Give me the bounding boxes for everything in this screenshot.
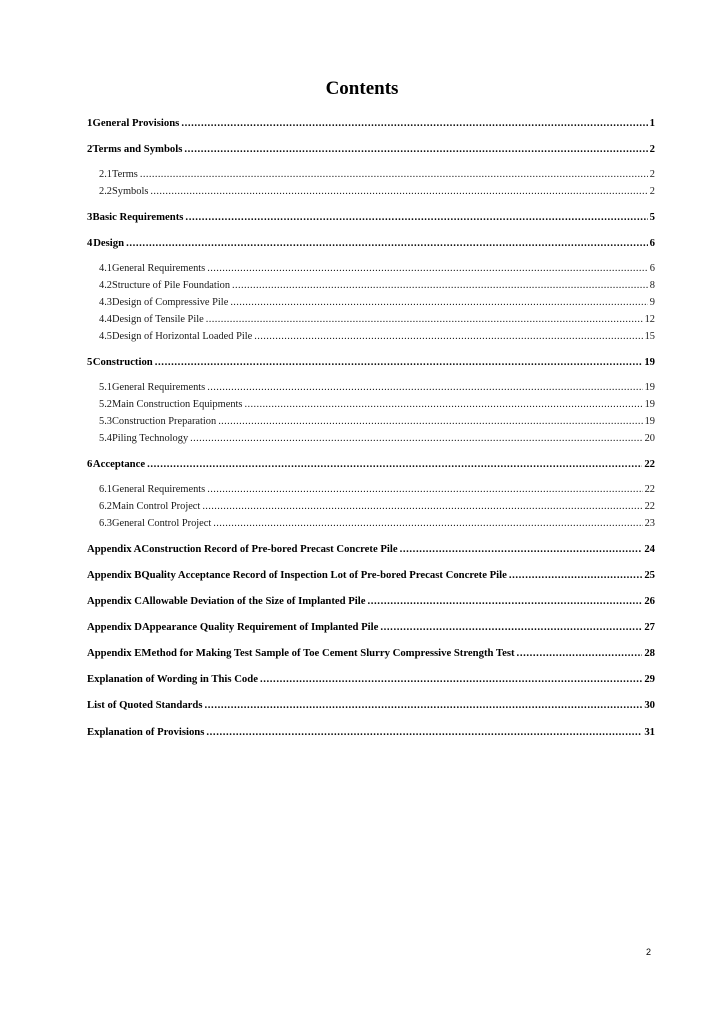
toc-entry-page: 29 xyxy=(644,673,655,685)
toc-entry-page: 2 xyxy=(649,143,655,155)
toc-entry-number: 6 xyxy=(87,458,93,470)
toc-section-entry[interactable] xyxy=(99,169,655,185)
toc-entry-page: 30 xyxy=(644,699,655,711)
toc-entry-number: 2 xyxy=(87,143,93,155)
toc-dot-leader xyxy=(207,484,642,495)
toc-dot-leader xyxy=(207,382,642,393)
toc-entry-page: 24 xyxy=(644,543,655,555)
toc-section-entry[interactable] xyxy=(99,382,655,398)
toc-entry-page: 15 xyxy=(644,331,655,342)
toc-chapter-entry[interactable] xyxy=(87,356,655,372)
toc-entry-number: 3 xyxy=(87,211,93,223)
toc-entry-title: Construction Preparation xyxy=(112,416,217,427)
toc-section-entry[interactable] xyxy=(99,501,655,517)
toc-chapter-entry[interactable] xyxy=(87,647,655,663)
toc-section-entry[interactable] xyxy=(99,263,655,279)
toc-entry-number: 5.4 xyxy=(99,433,112,444)
toc-entry-number: Appendix A xyxy=(87,543,142,555)
toc-dot-leader xyxy=(184,143,647,155)
toc-entry-number: Appendix E xyxy=(87,647,142,659)
toc-dot-leader xyxy=(150,186,647,197)
toc-entry-page: 22 xyxy=(644,484,655,495)
toc-entry-number: 4 xyxy=(87,237,93,249)
toc-entry-page: 8 xyxy=(649,280,655,291)
toc-section-entry[interactable] xyxy=(99,416,655,432)
toc-section-entry[interactable] xyxy=(99,484,655,500)
toc-entry-title: Construction Record of Pre-bored Precast Concrete Pile xyxy=(141,543,398,555)
toc-dot-leader xyxy=(380,621,642,633)
toc-dot-leader xyxy=(244,399,642,410)
toc-entry-title: General Provisions xyxy=(92,117,180,129)
toc-dot-leader xyxy=(400,543,643,555)
toc-chapter-entry[interactable] xyxy=(87,211,655,227)
toc-entry-page: 6 xyxy=(649,263,655,274)
toc-entry-page: 19 xyxy=(644,356,655,368)
toc-entry-page: 6 xyxy=(649,237,655,249)
toc-entry-number: 5.3 xyxy=(99,416,112,427)
toc-chapter-entry[interactable] xyxy=(87,569,655,585)
toc-dot-leader xyxy=(509,569,642,581)
toc-entry-title: Structure of Pile Foundation xyxy=(112,280,231,291)
toc-dot-leader xyxy=(181,117,647,129)
toc-dot-leader xyxy=(202,501,642,512)
toc-dot-leader xyxy=(207,263,648,274)
toc-entry-title: Terms xyxy=(112,169,138,180)
toc-section-entry[interactable] xyxy=(99,186,655,202)
toc-chapter-entry[interactable] xyxy=(87,673,655,689)
toc-entry-title: Main Control Project xyxy=(112,501,201,512)
toc-dot-leader xyxy=(254,331,642,342)
toc-entry-title: Design of Horizontal Loaded Pile xyxy=(112,331,253,342)
toc-entry-number: 5 xyxy=(87,356,93,368)
toc-entry-title: Terms and Symbols xyxy=(92,143,183,155)
toc-dot-leader xyxy=(260,673,642,685)
toc-entry-page: 28 xyxy=(644,647,655,659)
toc-entry-title: Basic Requirements xyxy=(92,211,184,223)
toc-chapter-entry[interactable] xyxy=(87,143,655,159)
toc-entry-number: 5.2 xyxy=(99,399,112,410)
toc-entry-number: Appendix B xyxy=(87,569,142,581)
toc-chapter-entry[interactable] xyxy=(87,237,655,253)
toc-entry-page: 2 xyxy=(649,169,655,180)
toc-entry-title: General Control Project xyxy=(112,518,212,529)
toc-entry-number: 4.2 xyxy=(99,280,112,291)
toc-entry-title: Allowable Deviation of the Size of Implanted Pile xyxy=(141,595,366,607)
toc-entry-title: Design of Tensile Pile xyxy=(112,314,204,325)
toc-entry-page: 31 xyxy=(644,726,655,738)
toc-dot-leader xyxy=(190,433,642,444)
toc-dot-leader xyxy=(147,458,642,470)
toc-entry-page: 19 xyxy=(644,416,655,427)
toc-entry-page: 27 xyxy=(644,621,655,633)
toc-chapter-entry[interactable] xyxy=(87,458,655,474)
toc-chapter-entry[interactable] xyxy=(87,726,655,742)
page-title: Contents xyxy=(325,78,399,99)
toc-dot-leader xyxy=(205,699,643,711)
toc-entry-title: Explanation of Wording in This Code xyxy=(87,673,258,685)
toc-entry-number: 2.1 xyxy=(99,169,112,180)
toc-entry-number: Appendix D xyxy=(87,621,142,633)
toc-entry-number: 4.3 xyxy=(99,297,112,308)
toc-entry-number: 6.2 xyxy=(99,501,112,512)
toc-dot-leader xyxy=(218,416,642,427)
toc-entry-number: 6.3 xyxy=(99,518,112,529)
toc-entry-page: 9 xyxy=(649,297,655,308)
toc-dot-leader xyxy=(230,297,647,308)
toc-section-entry[interactable] xyxy=(99,314,655,330)
toc-entry-page: 19 xyxy=(644,382,655,393)
toc-entry-page: 20 xyxy=(644,433,655,444)
toc-chapter-entry[interactable] xyxy=(87,117,655,133)
toc-dot-leader xyxy=(140,169,648,180)
toc-entry-number: 4.5 xyxy=(99,331,112,342)
toc-section-entry[interactable] xyxy=(99,518,655,534)
toc-entry-page: 19 xyxy=(644,399,655,410)
toc-entry-number: 6.1 xyxy=(99,484,112,495)
toc-chapter-entry[interactable] xyxy=(87,621,655,637)
toc-chapter-entry[interactable] xyxy=(87,699,655,715)
toc-entry-title: Explanation of Provisions xyxy=(87,726,205,738)
toc-entry-number: Appendix C xyxy=(87,595,142,607)
toc-dot-leader xyxy=(185,211,647,223)
toc-entry-number: 4.4 xyxy=(99,314,112,325)
toc-entry-title: General Requirements xyxy=(112,382,206,393)
toc-section-entry[interactable] xyxy=(99,280,655,296)
toc-dot-leader xyxy=(126,237,648,249)
toc-section-entry[interactable] xyxy=(99,297,655,313)
toc-dot-leader xyxy=(206,314,643,325)
toc-dot-leader xyxy=(367,595,642,607)
toc-entry-page: 12 xyxy=(644,314,655,325)
toc-dot-leader xyxy=(155,356,643,368)
toc-entry-title: Design xyxy=(93,237,125,249)
toc-entry-title: Appearance Quality Requirement of Implanted Pile xyxy=(141,621,379,633)
toc-dot-leader xyxy=(517,647,643,659)
toc-dot-leader xyxy=(213,518,642,529)
page-number: 2 xyxy=(646,947,652,957)
toc-entry-number: 2.2 xyxy=(99,186,112,197)
toc-entry-title: List of Quoted Standards xyxy=(87,699,203,711)
toc-entry-title: Acceptance xyxy=(92,458,146,470)
toc-entry-title: Piling Technology xyxy=(112,433,189,444)
toc-entry-title: Method for Making Test Sample of Toe Cement Slurry Compressive Strength Test xyxy=(141,647,515,659)
toc-entry-page: 22 xyxy=(644,501,655,512)
toc-entry-page: 25 xyxy=(644,569,655,581)
toc-entry-page: 22 xyxy=(644,458,655,470)
toc-section-entry[interactable] xyxy=(99,433,655,449)
toc-entry-page: 26 xyxy=(644,595,655,607)
toc-entry-number: 1 xyxy=(87,117,93,129)
toc-entry-page: 5 xyxy=(649,211,655,223)
toc-section-entry[interactable] xyxy=(99,399,655,415)
toc-entry-title: Quality Acceptance Record of Inspection Lot of Pre-bored Precast Concrete Pile xyxy=(141,569,507,581)
toc-entry-title: Construction xyxy=(92,356,153,368)
toc-chapter-entry[interactable] xyxy=(87,543,655,559)
toc-entry-title: General Requirements xyxy=(112,263,206,274)
toc-entry-page: 2 xyxy=(649,186,655,197)
toc-entry-number: 4.1 xyxy=(99,263,112,274)
toc-entry-title: Symbols xyxy=(112,186,149,197)
toc-entry-number: 5.1 xyxy=(99,382,112,393)
toc-entry-page: 23 xyxy=(644,518,655,529)
toc-dot-leader xyxy=(232,280,648,291)
toc-dot-leader xyxy=(206,726,642,738)
toc-entry-title: Main Construction Equipments xyxy=(112,399,243,410)
toc-entry-title: General Requirements xyxy=(112,484,206,495)
toc-chapter-entry[interactable] xyxy=(87,595,655,611)
toc-entry-title: Design of Compressive Pile xyxy=(112,297,229,308)
toc-section-entry[interactable] xyxy=(99,331,655,347)
toc-entry-page: 1 xyxy=(649,117,655,129)
